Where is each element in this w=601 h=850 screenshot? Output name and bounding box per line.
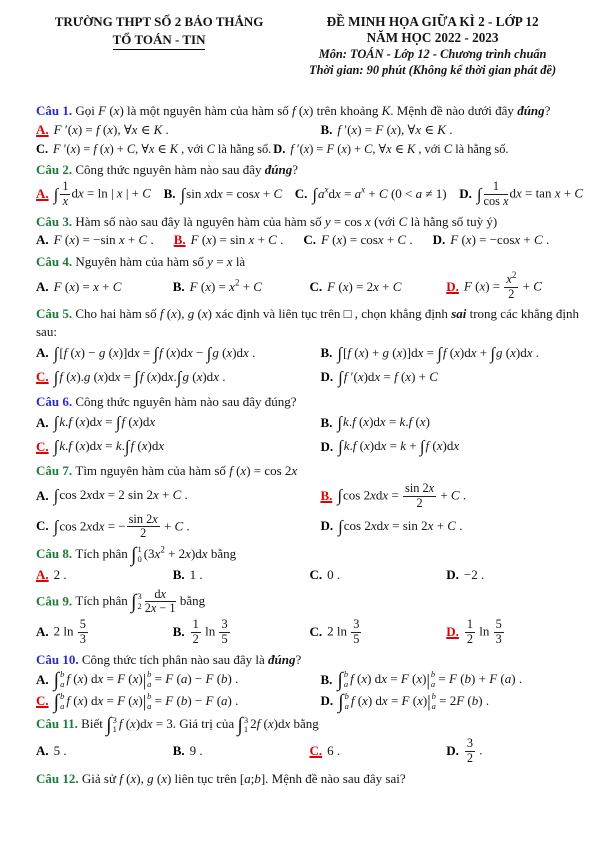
- option-text: 2 .: [53, 566, 67, 582]
- question-4: [36, 253, 583, 301]
- question-label: Câu 1.: [36, 103, 76, 119]
- question-7: [36, 462, 583, 541]
- question-text: Biết ∫ 3 1 f (x)dx = 3. Giá trị của ∫ 3 1 2f (x)dx bằng: [81, 714, 319, 737]
- option-d: [433, 232, 550, 249]
- option-text: 6 .: [327, 742, 341, 758]
- option-text: $\frac{3}{2}$ .: [466, 736, 483, 765]
- question-text: Hàm số nào sau đây là nguyên hàm của hàm số y = cos x (với C là hằng số tuỳ ý): [75, 213, 498, 229]
- option-letter: A.: [36, 278, 49, 294]
- option-letter: B.: [320, 414, 333, 430]
- option-letter: D.: [432, 232, 446, 248]
- question-text: Gọi F (x) là một nguyên hàm của hàm số f (x) trên khoảng K. Mệnh đề nào dưới đây đúng?: [75, 103, 551, 119]
- options-row: [36, 692, 583, 712]
- option-c: [295, 184, 447, 206]
- option-b: [164, 184, 283, 206]
- question-stem: [36, 102, 583, 120]
- option-d: [320, 516, 583, 538]
- options-row: [36, 367, 583, 389]
- options-row: [36, 567, 583, 584]
- option-letter: B.: [163, 186, 176, 202]
- answer-letter: C.: [309, 742, 323, 758]
- answer-letter: A.: [36, 566, 49, 582]
- question-1: [36, 102, 583, 157]
- option-text: ∫sin xdx = cosx + C: [180, 184, 283, 204]
- option-text: ∫f ′(x)dx = f (x) + C: [338, 367, 438, 387]
- option-letter: D.: [446, 566, 459, 582]
- option-letter: A.: [36, 742, 49, 758]
- option-letter: D.: [320, 369, 334, 385]
- question-text: Tích phân ∫ 3 2 $\frac{dx}{2x - 1}$ bằng: [75, 586, 206, 616]
- option-letter: A.: [36, 414, 49, 430]
- option-a: [36, 412, 320, 434]
- question-12: [36, 770, 583, 788]
- options-row: [36, 269, 583, 302]
- option-a: [36, 343, 320, 365]
- option-letter: A.: [36, 671, 49, 687]
- question-6: [36, 393, 583, 459]
- option-text: ∫ b a f (x) dx = F (x) | b a = F (b) + F (a) .: [337, 669, 523, 692]
- option-a: [36, 279, 173, 296]
- question-label: Câu 11.: [36, 716, 82, 732]
- option-text: ∫cos 2xdx = $\frac{\sin 2x}{2}$ + C .: [337, 480, 467, 510]
- option-d: [459, 180, 583, 209]
- option-text: ∫ b a f (x) dx = F (x) | b a = F (a) − F (b) .: [53, 669, 239, 692]
- answer-letter: A.: [36, 121, 49, 137]
- options-row: [36, 670, 583, 690]
- option-text: F (x) = x + C: [53, 278, 122, 294]
- option-b: [320, 670, 583, 690]
- option-d: [446, 618, 583, 647]
- option-letter: A.: [36, 487, 49, 503]
- option-text: 2 ln $\frac{5}{3}$: [53, 617, 86, 646]
- department-name: TỔ TOÁN - TIN: [113, 32, 206, 50]
- option-letter: D.: [273, 141, 286, 156]
- question-label: Câu 12.: [36, 770, 82, 786]
- option-c: [36, 692, 320, 712]
- option-letter: C.: [36, 141, 49, 156]
- options-row: [36, 343, 583, 365]
- option-letter: B.: [172, 566, 185, 582]
- option-text: f ′(x) = F (x) + C, ∀x ∈ K , với C là hằng số.: [290, 141, 509, 156]
- option-c: [303, 232, 412, 249]
- option-letter: D.: [320, 693, 334, 709]
- option-text: f ′(x) = F (x), ∀x ∈ K .: [337, 121, 453, 137]
- option-c: [310, 279, 447, 296]
- option-text: F $(x) = x^2 + C$: [189, 277, 262, 294]
- option-letter: A.: [36, 232, 49, 248]
- answer-letter: D.: [446, 278, 459, 294]
- option-b: [320, 412, 583, 434]
- question-label: Câu 8.: [36, 546, 76, 562]
- options-row: [36, 618, 583, 647]
- option-b: [173, 618, 310, 647]
- option-text: ∫cos 2xdx = sin 2x + C .: [338, 516, 463, 536]
- header-exam-block: [282, 14, 583, 78]
- option-letter: B.: [172, 278, 185, 294]
- options-row: [36, 412, 583, 434]
- option-d: [273, 141, 508, 157]
- time-line: Thời gian: 90 phút (Không kể thời gian phát đề): [309, 63, 557, 78]
- question-text: Cho hai hàm số f (x), g (x) xác định và liên tục trên □ , chọn khẳng định sai trong các khẳng định sau:: [36, 306, 579, 339]
- option-letter: D.: [459, 186, 472, 202]
- option-text: 9 .: [189, 742, 203, 758]
- option-text: ∫cos 2xdx = 2 sin 2x + C .: [53, 486, 188, 506]
- option-text: ∫[f (x) − g (x)]dx = ∫f (x)dx − ∫g (x)dx .: [53, 343, 256, 363]
- question-5: [36, 305, 583, 388]
- option-letter: B.: [320, 345, 333, 361]
- options-row: [36, 513, 583, 542]
- school-name: TRƯỜNG THPT SỐ 2 BẢO THẮNG: [54, 14, 264, 29]
- option-d: [320, 367, 583, 389]
- question-stem: [36, 161, 583, 179]
- option-c: [310, 567, 447, 584]
- option-d: [320, 692, 583, 712]
- question-label: Câu 3.: [36, 213, 76, 229]
- option-letter: C.: [303, 232, 316, 248]
- option-c: [310, 618, 447, 647]
- question-stem: [36, 213, 583, 231]
- question-9: [36, 588, 583, 647]
- option-text: ∫ b a f (x) dx = F (x) | b a = F (b) − F (a) .: [53, 690, 239, 713]
- options-row: [36, 482, 583, 511]
- option-text: 2 ln $\frac{3}{5}$: [327, 617, 360, 646]
- option-a: [36, 485, 320, 507]
- option-text: ∫[f (x) + g (x)]dx = ∫f (x)dx + ∫g (x)dx .: [337, 343, 540, 363]
- option-d: [320, 436, 583, 458]
- option-text: F (x) = −cosx + C .: [450, 232, 550, 248]
- question-3: [36, 213, 583, 249]
- options-row: [36, 232, 583, 249]
- answer-letter: C.: [36, 369, 49, 385]
- question-stem: [36, 651, 583, 669]
- question-stem: [36, 770, 583, 788]
- school-year: NĂM HỌC 2022 - 2023: [366, 30, 499, 45]
- question-stem: [36, 305, 583, 340]
- option-a: [36, 618, 173, 647]
- option-text: ∫f (x).g (x)dx = ∫f (x)dx.∫g (x)dx .: [53, 367, 226, 387]
- option-c: [36, 141, 271, 157]
- option-text: F (x) = 2x + C: [327, 278, 402, 294]
- option-b: [173, 567, 310, 584]
- question-stem: [36, 588, 583, 617]
- option-text: F (x) = cosx + C .: [320, 232, 413, 248]
- option-letter: A.: [36, 624, 49, 640]
- option-letter: C.: [309, 566, 323, 582]
- option-letter: B.: [320, 671, 333, 687]
- question-label: Câu 4.: [36, 254, 76, 270]
- option-a: [36, 122, 320, 139]
- option-b: [173, 279, 310, 296]
- option-letter: C.: [36, 518, 49, 534]
- option-a: [36, 567, 173, 584]
- option-b: [320, 482, 583, 511]
- options-row: [36, 737, 583, 766]
- question-stem: [36, 715, 583, 735]
- option-text: 1 .: [189, 566, 203, 582]
- options-row: [36, 122, 583, 139]
- question-10: [36, 651, 583, 712]
- option-a: [36, 743, 173, 760]
- answer-letter: B.: [173, 232, 186, 248]
- option-text: F (x) = $\frac{x^2}{2}$ + C: [463, 269, 542, 301]
- option-text: 5 .: [53, 742, 67, 758]
- exam-header: [36, 14, 583, 78]
- option-text: −2 .: [463, 566, 485, 582]
- question-8: [36, 545, 583, 584]
- question-stem: [36, 393, 583, 411]
- header-school-block: [36, 14, 282, 78]
- answer-letter: A.: [36, 186, 49, 202]
- option-letter: C.: [309, 278, 323, 294]
- option-b: [173, 743, 310, 760]
- option-text: F ′(x) = f (x) + C, ∀x ∈ K , với C là hằng số.: [53, 141, 272, 156]
- option-text: F (x) = sin x + C .: [190, 232, 284, 248]
- question-label: Câu 6.: [36, 393, 76, 409]
- option-a: [36, 232, 154, 249]
- option-letter: D.: [320, 518, 334, 534]
- option-a: [36, 670, 320, 690]
- question-text: Tích phân ∫ 1 0 $(3x^2 + 2x)dx$ bằng: [75, 544, 237, 567]
- question-2: [36, 161, 583, 209]
- option-letter: A.: [36, 345, 49, 361]
- option-letter: D.: [320, 438, 334, 454]
- question-label: Câu 7.: [36, 463, 76, 479]
- answer-letter: C.: [36, 438, 49, 454]
- question-label: Câu 5.: [36, 306, 76, 322]
- option-c: [310, 743, 447, 760]
- options-row: [36, 436, 583, 458]
- option-letter: C.: [294, 186, 308, 202]
- option-letter: B.: [320, 121, 333, 137]
- question-label: Câu 10.: [36, 651, 82, 667]
- option-text: ∫ b a f (x) dx = F (x) | b a = 2F (b) .: [338, 690, 490, 713]
- option-text: ∫k.f (x)dx = ∫f (x)dx: [53, 413, 156, 433]
- option-d: [446, 737, 583, 766]
- question-text: Công thức nguyên hàm nào sau đây đúng?: [75, 161, 298, 177]
- question-stem: [36, 253, 583, 271]
- option-text: $\int a^xdx = a^x + C$ (0 < a ≠ 1): [312, 184, 447, 204]
- question-label: Câu 9.: [36, 592, 76, 608]
- question-text: Công thức nguyên hàm nào sau đây đúng?: [75, 393, 297, 409]
- option-text: F ′(x) = f (x), ∀x ∈ K .: [53, 121, 169, 137]
- question-stem: [36, 462, 583, 480]
- option-c: [36, 436, 320, 458]
- option-a: [36, 180, 151, 209]
- option-b: [320, 343, 583, 365]
- question-text: Giả sử f (x), g (x) liên tục trên [a;b]. Mệnh đề nào sau đây sai?: [81, 770, 406, 786]
- option-text: ∫ $\frac{1}{\text{cos x}}$ dx = tan x + C: [476, 179, 583, 209]
- question-text: Tìm nguyên hàm của hàm số f (x) = cos 2x: [75, 463, 298, 479]
- answer-letter: C.: [36, 693, 49, 709]
- option-text: $\frac{1}{2}$ ln $\frac{3}{5}$: [192, 617, 228, 646]
- question-stem: [36, 545, 583, 565]
- option-b: [174, 232, 284, 249]
- question-text: Công thức tích phân nào sau đây là đúng?: [81, 651, 302, 667]
- exam-title: ĐỀ MINH HỌA GIỮA KÌ 2 - LỚP 12: [326, 14, 539, 29]
- question-label: Câu 2.: [36, 161, 76, 177]
- option-c: [36, 513, 320, 542]
- option-b: [320, 122, 583, 139]
- option-letter: B.: [172, 624, 185, 640]
- option-text: $\frac{1}{2}$ ln $\frac{5}{3}$: [466, 617, 502, 646]
- option-text: F (x) = −sin x + C .: [53, 232, 154, 248]
- option-d: [446, 269, 583, 302]
- option-text: ∫k.f (x)dx = k.f (x): [337, 413, 430, 433]
- answer-letter: D.: [446, 624, 459, 640]
- option-text: 0 .: [327, 566, 341, 582]
- option-d: [446, 567, 583, 584]
- subject-line: Môn: TOÁN - Lớp 12 - Chương trình chuẩn: [318, 47, 547, 61]
- option-letter: D.: [446, 742, 459, 758]
- option-text: ∫k.f (x)dx = k.∫f (x)dx: [53, 437, 165, 457]
- question-11: [36, 715, 583, 765]
- answer-letter: B.: [320, 487, 333, 503]
- options-row: [36, 180, 583, 209]
- option-c: [36, 367, 320, 389]
- question-text: Nguyên hàm của hàm số y = x là: [75, 254, 246, 270]
- option-letter: C.: [309, 624, 323, 640]
- option-text: ∫cos 2xdx = − $\frac{\sin 2x}{2}$ + C .: [53, 511, 190, 541]
- option-letter: B.: [172, 742, 185, 758]
- option-text: ∫ $\frac{1}{x}$ dx = ln | x | + C: [53, 179, 151, 209]
- option-text: ∫k.f (x)dx = k + ∫f (x)dx: [338, 437, 460, 457]
- options-row: [36, 141, 583, 157]
- question-list: [36, 102, 583, 787]
